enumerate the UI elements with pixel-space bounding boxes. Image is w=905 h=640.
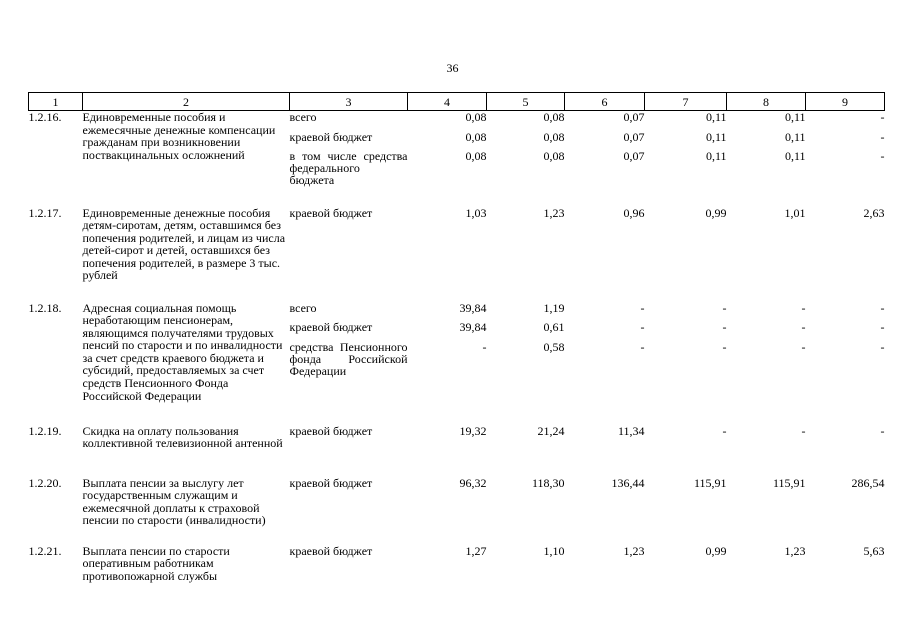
amount-cell (565, 302, 645, 425)
amount-value: 0,11 (705, 129, 727, 144)
amount-value: 286,54 (851, 475, 885, 490)
amount-value: - (640, 320, 645, 334)
row-description-text: Выплата пенсии за выслугу лет государственным служащим и ежемесячной доплаты к страховой пенсии по старости (инвалидности) (82, 475, 266, 528)
amount-value: - (722, 320, 727, 334)
funding-source-cell (290, 302, 408, 425)
funding-source: краевой бюджет (289, 475, 373, 490)
amount-value: 1,23 (543, 205, 565, 220)
funding-source: краевой бюджет (289, 543, 373, 558)
amount-value: 39,84 (459, 300, 487, 315)
row-description-text: Выплата пенсии по старости оперативным работникам противопожарной службы (82, 543, 230, 583)
funding-source: краевой бюджет (289, 320, 373, 334)
column-header: 4 (408, 93, 487, 111)
column-header: 8 (727, 93, 806, 111)
amount-cell (727, 207, 806, 302)
amount-cell (487, 302, 565, 425)
amount-value: - (880, 423, 885, 438)
amount-cell (806, 477, 885, 545)
amount-cell (806, 302, 885, 425)
row-description-text: Скидка на оплату пользования коллективной телевизионной антенной (82, 423, 283, 451)
amount-cell (645, 302, 727, 425)
amount-value: 1,10 (543, 543, 565, 558)
amount-value: 0,07 (623, 149, 645, 163)
table-row (29, 545, 885, 595)
funding-source-cell (290, 111, 408, 207)
row-description (83, 207, 290, 302)
funding-source: всего (289, 300, 317, 315)
amount-value: 0,08 (543, 110, 565, 124)
header-row (29, 93, 885, 111)
funding-source-cell (290, 425, 408, 477)
amount-cell (727, 111, 806, 207)
row-description (83, 477, 290, 545)
funding-source-cell (290, 477, 408, 545)
amount-value: - (640, 300, 645, 315)
amount-value: - (722, 300, 727, 315)
amount-value: 136,44 (611, 475, 645, 490)
row-number: 1.2.18. (28, 300, 62, 315)
amount-cell (727, 302, 806, 425)
row-description (83, 111, 290, 207)
column-header: 7 (645, 93, 727, 111)
row-description-text: Единовременные денежные пособия детям-сиротам, детям, оставшимся без попечения родителей, и лицам из числа детей-сирот и детей, оставшихся без попечения родителей, в размере 3 тыс. рублей (82, 205, 286, 283)
amount-value: - (880, 300, 885, 315)
budget-table (28, 92, 885, 595)
amount-value: 39,84 (459, 320, 487, 334)
amount-cell (487, 425, 565, 477)
column-header: 1 (29, 93, 83, 111)
amount-cell (645, 207, 727, 302)
amount-cell (565, 207, 645, 302)
column-header: 6 (565, 93, 645, 111)
amount-cell (645, 545, 727, 595)
amount-value: 1,03 (465, 205, 487, 220)
table-row (29, 207, 885, 302)
amount-value: 1,01 (784, 205, 806, 220)
amount-cell (408, 425, 487, 477)
row-description-text: Адресная социальная помощь неработающим пенсионерам, являющимся получателями трудовых пенсий по старости и по инвалидности за счет средств краевого бюджета и субсидий, предоставляемых за счет средств Пенсионного Фонда Российской Федерации (82, 300, 283, 403)
amount-value: - (482, 339, 487, 354)
amount-value: 21,24 (537, 423, 565, 438)
amount-value: - (880, 149, 885, 163)
row-number: 1.2.21. (28, 543, 62, 558)
amount-value: 0,08 (543, 149, 565, 163)
row-description-text: Единовременные пособия и ежемесячные денежные компенсации гражданам при возникновении поствакцинальных осложнений (82, 110, 276, 162)
amount-cell (487, 545, 565, 595)
amount-cell (487, 207, 565, 302)
amount-value: 118,30 (531, 475, 565, 490)
funding-source: краевой бюджет (289, 423, 373, 438)
amount-value: 0,08 (543, 129, 565, 144)
row-number: 1.2.17. (28, 205, 62, 220)
amount-value: - (801, 300, 806, 315)
amount-value: 1,27 (465, 543, 487, 558)
amount-cell (806, 545, 885, 595)
funding-source-cell (290, 207, 408, 302)
amount-cell (565, 425, 645, 477)
row-number: 1.2.19. (28, 423, 62, 438)
funding-source: краевой бюджет (289, 129, 373, 144)
amount-cell (565, 545, 645, 595)
amount-value: 0,11 (784, 110, 806, 124)
amount-value: 1,19 (543, 300, 565, 315)
amount-value: 5,63 (863, 543, 885, 558)
column-header: 2 (83, 93, 290, 111)
row-description (83, 545, 290, 595)
page-number: 36 (446, 61, 459, 75)
amount-cell (645, 477, 727, 545)
amount-cell (408, 477, 487, 545)
amount-cell (565, 477, 645, 545)
amount-value: - (801, 423, 806, 438)
row-number: 1.2.16. (28, 110, 62, 124)
amount-value: 1,23 (623, 543, 645, 558)
amount-value: - (880, 339, 885, 354)
amount-value: - (722, 339, 727, 354)
amount-cell (408, 111, 487, 207)
amount-cell (487, 111, 565, 207)
amount-value: 0,08 (465, 110, 487, 124)
amount-value: 0,58 (543, 339, 565, 354)
amount-value: 0,11 (705, 110, 727, 124)
amount-cell (408, 302, 487, 425)
amount-cell (727, 545, 806, 595)
column-header: 3 (290, 93, 408, 111)
amount-value: - (801, 339, 806, 354)
amount-cell (806, 207, 885, 302)
amount-value: - (801, 320, 806, 334)
amount-cell (408, 207, 487, 302)
amount-cell (565, 111, 645, 207)
table-body (29, 111, 885, 595)
amount-value: 115,91 (772, 475, 806, 490)
funding-source-cell (290, 545, 408, 595)
row-description (83, 425, 290, 477)
funding-source: в том числе средства федерального бюджета (289, 149, 408, 187)
table-row (29, 111, 885, 207)
amount-value: 0,11 (705, 149, 727, 163)
amount-value: 0,08 (465, 149, 487, 163)
amount-value: - (880, 110, 885, 124)
amount-value: 0,61 (543, 320, 565, 334)
funding-source: средства Пенсионного фонда Российской Федерации (289, 339, 408, 378)
funding-source: краевой бюджет (289, 205, 373, 220)
table-row (29, 302, 885, 425)
amount-value: 115,91 (693, 475, 727, 490)
amount-cell (806, 425, 885, 477)
column-header: 5 (487, 93, 565, 111)
amount-cell (408, 545, 487, 595)
row-number: 1.2.20. (28, 475, 62, 490)
amount-value: 0,08 (465, 129, 487, 144)
amount-value: 0,07 (623, 110, 645, 124)
table-row (29, 477, 885, 545)
amount-value: 0,07 (623, 129, 645, 144)
amount-value: 0,99 (705, 205, 727, 220)
amount-value: 0,96 (623, 205, 645, 220)
amount-value: 2,63 (863, 205, 885, 220)
amount-value: - (722, 423, 727, 438)
amount-cell (487, 477, 565, 545)
amount-value: 1,23 (784, 543, 806, 558)
amount-value: 19,32 (459, 423, 487, 438)
funding-source: всего (289, 110, 317, 124)
amount-value: - (880, 320, 885, 334)
amount-cell (806, 111, 885, 207)
column-header: 9 (806, 93, 885, 111)
amount-value: - (880, 129, 885, 144)
amount-value: 0,99 (705, 543, 727, 558)
amount-value: 11,34 (617, 423, 645, 438)
amount-value: 0,11 (784, 149, 806, 163)
amount-value: 96,32 (459, 475, 487, 490)
amount-cell (645, 111, 727, 207)
table-row (29, 425, 885, 477)
row-description (83, 302, 290, 425)
amount-cell (727, 477, 806, 545)
amount-cell (727, 425, 806, 477)
amount-value: 0,11 (784, 129, 806, 144)
amount-cell (645, 425, 727, 477)
amount-value: - (640, 339, 645, 354)
